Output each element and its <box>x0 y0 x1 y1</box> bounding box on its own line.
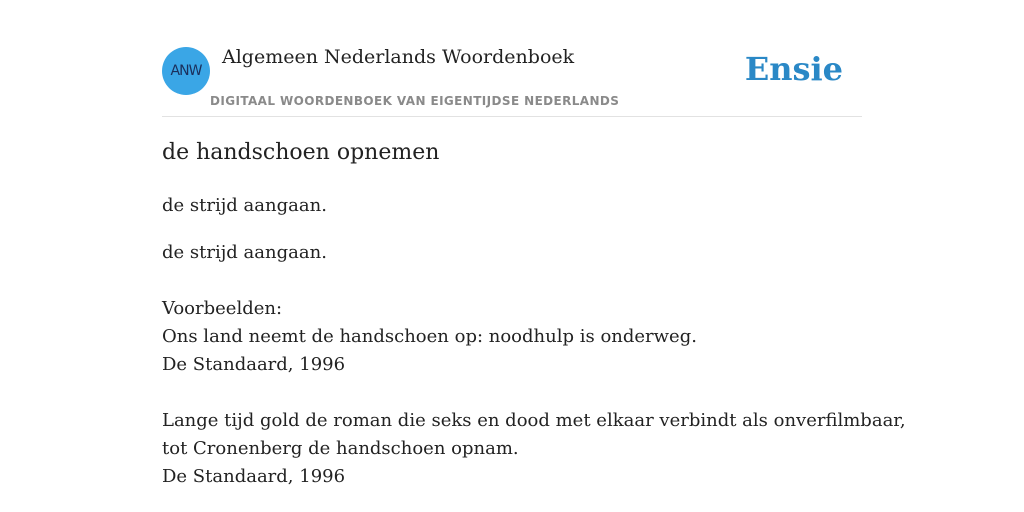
example-text-line: tot Cronenberg de handschoen opnam. <box>162 438 519 459</box>
entry-definition: de strijd aangaan. <box>162 242 327 263</box>
example-text-line: Ons land neemt de handschoen op: noodhulp is onderweg. <box>162 326 697 347</box>
page-container <box>162 0 906 487</box>
example-item <box>162 323 862 379</box>
example-text-line: Lange tijd gold de roman die seks en dood met elkaar verbindt als onverfilmbaar, <box>162 410 906 431</box>
ensie-brand-logo[interactable]: Ensie <box>744 50 843 88</box>
entry-summary: de strijd aangaan. <box>162 195 327 216</box>
header <box>162 0 862 117</box>
examples-section <box>162 295 906 512</box>
source-title-link[interactable]: Algemeen Nederlands Woordenboek <box>222 46 575 68</box>
example-item <box>162 407 906 491</box>
example-source: De Standaard, 1996 <box>162 466 346 487</box>
page-title: de handschoen opnemen <box>162 140 440 165</box>
examples-label: Voorbeelden: <box>162 298 283 319</box>
example-source: De Standaard, 1996 <box>162 354 346 375</box>
source-subtitle: DIGITAAL WOORDENBOEK VAN EIGENTIJDSE NEDERLANDS <box>210 94 620 108</box>
anw-logo-text: ANW <box>170 63 202 79</box>
anw-logo[interactable] <box>162 47 210 95</box>
